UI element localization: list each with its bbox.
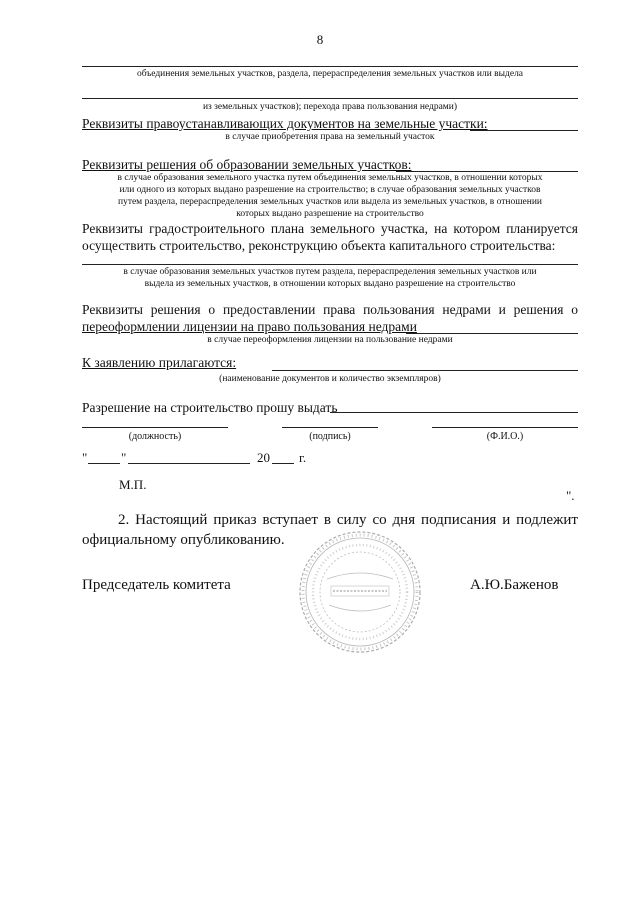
caption-gpzu-line: выдела из земельных участков, в отношении которых выдано разрешение на строительство (144, 279, 516, 289)
title-license-line: переоформлении лицензии на право пользования недрами (82, 319, 417, 334)
page-number: 8 (316, 32, 324, 47)
caption-attach: (наименование документов и количество экземпляров) (219, 374, 441, 384)
title-gpzu (82, 220, 578, 254)
sig-signature-caption: (подпись) (309, 431, 351, 442)
caption-subsoil: из земельных участков); перехода права пользования недрами) (202, 102, 458, 112)
date-month-line (128, 463, 250, 464)
signer-title: Председатель комитета (82, 577, 231, 593)
form-line (432, 427, 578, 428)
sig-position-caption: (должность) (128, 431, 182, 442)
date-year-line (272, 463, 294, 464)
official-seal-icon (297, 529, 423, 655)
caption-decision (80, 172, 580, 220)
caption-decision-line: которых выдано разрешение на строительство (236, 209, 424, 219)
title-gpzu-line: осуществить строительство, реконструкцию объекта капитального строительства: (82, 238, 556, 253)
caption-gpzu-line: в случае образования земельных участков путем раздела, перераспределения земельных участков или (123, 267, 537, 277)
caption-decision-line: путем раздела, перераспределения земельных участков или выдела из земельных участков, в отношении (117, 197, 542, 207)
permit-request: Разрешение на строительство прошу выдать (82, 400, 338, 415)
clause-2-line: 2. Настоящий приказ вступает в силу со дня подписания и подлежит (118, 512, 578, 528)
caption-docs: в случае приобретения права на земельный участок (225, 132, 435, 142)
signer-name: А.Ю.Баженов (470, 577, 559, 593)
form-line (82, 98, 578, 99)
date-year-suffix: г. (299, 450, 307, 465)
form-line (82, 66, 578, 67)
title-gpzu-line: Реквизиты градостроительного плана земельного участка, на котором планируется (82, 221, 578, 236)
sig-name-caption: (Ф.И.О.) (486, 431, 524, 442)
caption-decision-line: или одного из которых выдано разрешение на строительство; в случае образования земельных участков (119, 185, 541, 195)
title-license (82, 301, 578, 335)
date-day-line (88, 463, 120, 464)
caption-license: в случае переоформления лицензии на пользование недрами (207, 335, 453, 345)
caption-gpzu (80, 266, 580, 290)
form-line (272, 370, 578, 371)
form-line (282, 427, 378, 428)
title-attach: К заявлению прилагаются: (82, 355, 237, 370)
caption-top: объединения земельных участков, раздела, перераспределения земельных участков или выдела (136, 69, 524, 79)
form-line (330, 412, 578, 413)
form-line (82, 264, 578, 265)
form-line (82, 427, 228, 428)
title-decision: Реквизиты решения об образовании земельных участков: (82, 157, 412, 172)
stamp-place: М.П. (119, 477, 147, 492)
title-license-line: Реквизиты решения о предоставлении права пользования недрами и решения о (82, 302, 578, 317)
caption-decision-line: в случае образования земельного участка путем объединения земельных участков, в отношении которых (117, 173, 543, 183)
date-close-quote: " (121, 450, 127, 465)
date-year-prefix: 20 (257, 450, 270, 465)
date-open-quote: " (82, 450, 88, 465)
title-docs: Реквизиты правоустанавливающих документов на земельные участки: (82, 116, 488, 131)
clause-2-line: официальному опубликованию. (82, 532, 285, 548)
closing-quote: ". (566, 488, 575, 503)
